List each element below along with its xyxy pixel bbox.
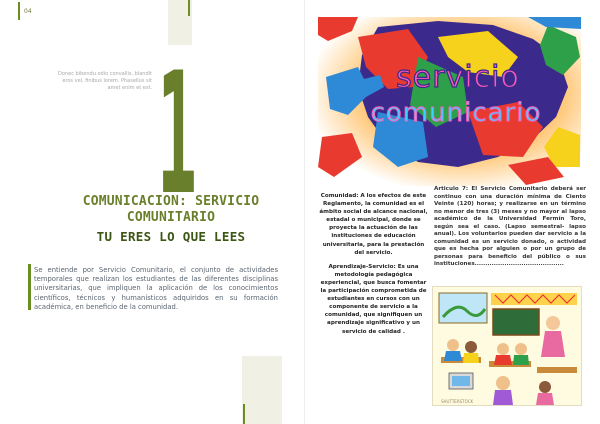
hero-title-line2: comunicario bbox=[370, 98, 542, 128]
children-classroom-illustration bbox=[432, 286, 582, 406]
hero-image bbox=[318, 17, 581, 186]
decor-line-bottom bbox=[243, 404, 245, 424]
side-note: Donec bibendu odio convallis, blandit eros vel, finibus lorem. Phasellus sit amet enim et est. bbox=[58, 71, 152, 91]
page-number: 04 bbox=[24, 8, 32, 15]
chapter-numeral-text: 1 bbox=[157, 68, 197, 196]
decor-line-top bbox=[188, 0, 190, 16]
article-seven-text: Articulo 7: El Servicio Comunitario deberá ser continuo con una duración mínima de Ciento Veinte (120) horas; y realizarse en un término no menor de tres (3) meses y no mayor al lapso académico de la Universidad Fermín Toro, según sea el caso. (Lapso semestral- lapso anual). Los voluntarios pueden dar servicio a la comunidad es un servicio donado, o actividad que es hecha por alguien o por un grupo de personas para beneficio del público o sus instituciones.......................................... bbox=[434, 186, 586, 267]
hero-title-line1: servicio bbox=[396, 60, 520, 95]
decor-block-bottom bbox=[242, 356, 282, 424]
definitions-column bbox=[318, 192, 429, 342]
chapter-numeral bbox=[156, 68, 198, 196]
body-accent-bar bbox=[28, 264, 31, 310]
body-paragraph: Se entiende por Servicio Comunitario, el conjunto de actividades temporales que realizan los estudiantes de las diferentes disciplinas universitarias, que impliquen la aplicación de los conocimientos científicos, técnicos y humanísticos adquiridos en su formación académica, en beneficio de la comunidad. bbox=[34, 266, 278, 311]
article-title: COMUNICACION: SERVICIO COMUNITARIO bbox=[82, 194, 260, 225]
illustration-credit: SHUTTERSTOCK bbox=[441, 399, 474, 404]
page-number-bar bbox=[18, 2, 20, 20]
service-learning-definition: Aprendizaje-Servicio: Es una metodología pedagógica experiencial, que busca fomentar la participación comprometida de estudiantes en cursos con un componente de servicio a la comunidad, que signifiquen un aprendizaje significativo y un servicio de calidad . bbox=[320, 263, 427, 335]
article-subtitle: TU ERES LO QUE LEES bbox=[96, 229, 246, 244]
community-definition: Comunidad: A los efectos de este Reglamento, la comunidad es el ámbito social de alcance nacional, estadal o municipal, donde se proyecta la actuación de las instituciones de educación universitaria, para la prestación del servicio. bbox=[319, 193, 428, 256]
